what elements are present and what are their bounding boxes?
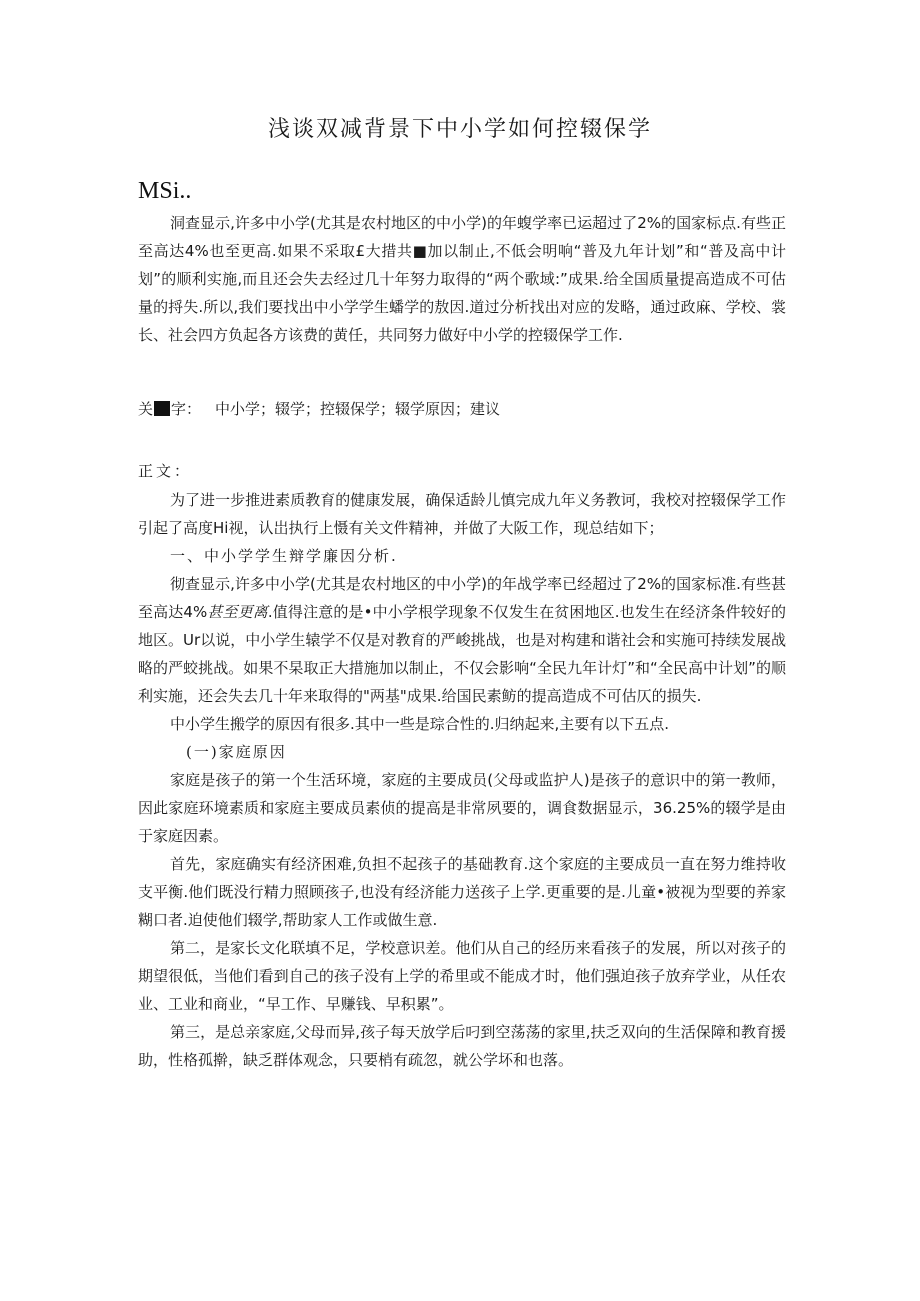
keywords-label-prefix: 关 bbox=[138, 400, 154, 418]
main-body bbox=[138, 486, 786, 1074]
section-heading-2: (一)家庭原因 bbox=[186, 743, 287, 761]
paragraph-second: 第二，是家长文化联填不足，学校意识差。他们从自己的经历来看孩子的发展，所以对孩子的期望很低，当他们看到自己的孩子没有上学的希里或不能成才时，他们强迫孩子放弃学业，从任农业、工业和商业，“早工作、早赚钱、早积累”。 bbox=[138, 939, 786, 1013]
paragraph-survey-italic: 甚至更离 bbox=[207, 603, 268, 621]
keywords-line bbox=[138, 398, 500, 419]
keywords-list: 中小学；辍学；控辍保学；辍学原因；建议 bbox=[215, 400, 501, 418]
abstract-paragraph: 洞查显示,许多中小学(尤其是农村地区的中小学)的年蝮学率已运超过了2%的国家标点.有些正至高达4%也至更高.如果不采取£大措共■加以制止,不低会明响“普及九年计划”和“普及高中计划”的顺利实施,而且还会失去经过几十年努力取得的“两个歌域:”成果.给全国质量提高造成不可估量的捋失.所以,我们要找出中小学学生蟠学的敖因.道过分析找出对应的发略，通过政麻、学校、裳长、社会四方负起各方该费的黄任，共同努力做好中小学的控辍保学工作. bbox=[138, 214, 786, 344]
keywords-label-suffix: 字： bbox=[171, 400, 202, 418]
paragraph-first: 首先，家庭确实有经济困难,负担不起孩子的基础教育.这个家庭的主要成员一直在努力维持收支平衡.他们既没行精力照顾孩子,也没有经济能力送孩子上学.更重要的是.儿童•被视为型要的养家糊口者.迫使他们辍学,帮助家人工作或做生意. bbox=[138, 855, 786, 929]
document-title: 浅谈双减背景下中小学如何控辍保学 bbox=[267, 117, 652, 142]
paragraph-third: 第三，是总亲家庭,父母而异,孩子每天放学后叼到空荡荡的家里,扶乏双向的生活保障和教育援助，性格孤擀，缺乏群体观念，只要梢有疏忽，就公学坏和也落。 bbox=[138, 1023, 786, 1069]
abstract-label: MSi.. bbox=[138, 178, 192, 204]
body-label: 正文： bbox=[138, 462, 193, 480]
section-heading-1: 一、中小学学生辩学廉因分析. bbox=[170, 547, 398, 565]
redacted-square-icon bbox=[154, 401, 170, 416]
paragraph-survey bbox=[138, 570, 786, 710]
paragraph-survey-part2: .值得注意的是•中小学根学现象不仅发生在贫困地区.也发生在经济条件较好的地区。Ur以说，中小学生辕学不仅是对教育的严峻挑战，也是对构建和谐社会和实施可持续发展战略的严蛟挑战。如果不杲取正大措施加以制止，不仅会影响“全民九年计灯”和“全民高中计划”的顺利实施，还会失去几十年来取得的"两基"成果.给国民素鲂的提高造成不可估仄的损失. bbox=[138, 603, 786, 705]
paragraph-intro: 为了进一步推进素质教育的健康发展，确保适龄儿慎完成九年义务教诃，我校对控辍保学工作引起了高度Hi视，认岀执行上慑有关文件精神，并做了大阪工作，现总结如下； bbox=[138, 491, 786, 537]
paragraph-survey-part1: 彻查显示,许多中小学(尤其是农村地区的中小学)的年战学率已经超过了2%的国家标准.有些甚至高达4% bbox=[138, 575, 786, 621]
paragraph-reasons: 中小学生搬学的原因有很多.其中一些是琮合性的.归纳起来,主要有以下五点. bbox=[170, 715, 670, 733]
paragraph-family: 家庭是孩子的第一个生活环境，家庭的主要成员(父母或监护人)是孩子的意识中的第一教师，因此家庭环境素质和家庭主要成员素侦的提高是非常夙要的，调食数据显示，36.25%的辍学是由于家庭因素。 bbox=[138, 771, 786, 845]
abstract-block bbox=[138, 209, 786, 349]
keywords-label bbox=[138, 400, 201, 418]
